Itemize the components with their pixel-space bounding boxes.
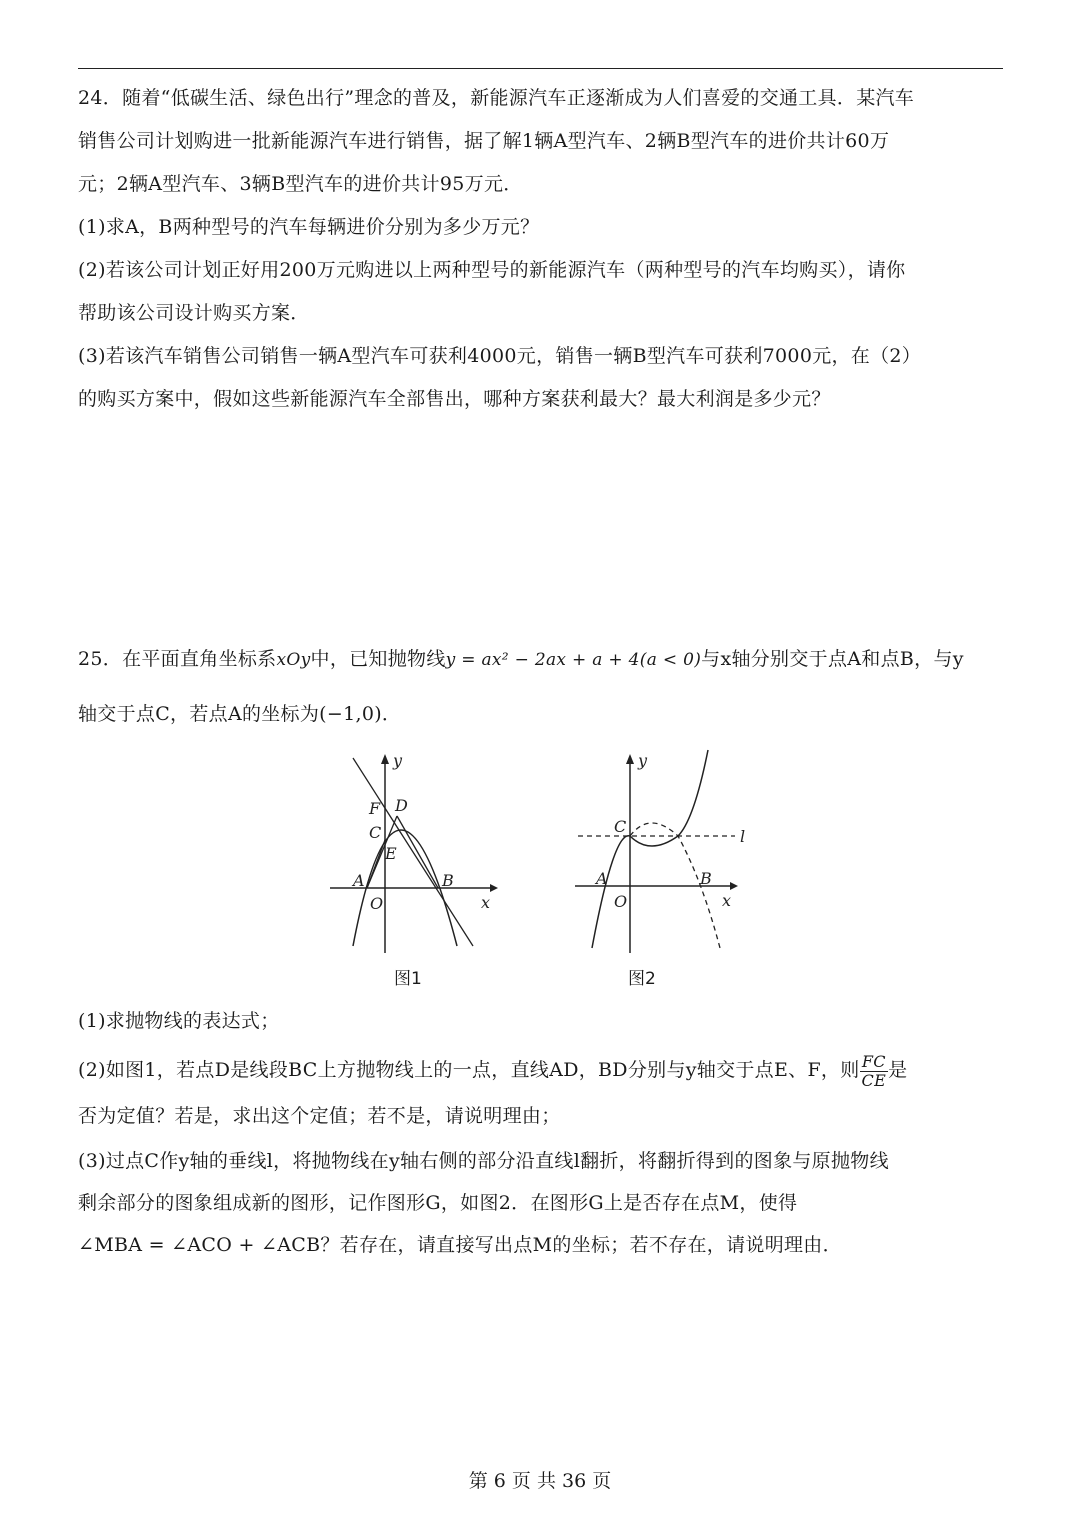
- fig1-label-B: B: [442, 871, 454, 890]
- fig1-label-y: y: [393, 751, 403, 770]
- fig1-label-x: x: [481, 893, 491, 912]
- fig2-label-x: x: [722, 891, 732, 910]
- q24-part3-line1: (3)若该汽车销售公司销售一辆A型汽车可获利4000元，销售一辆B型汽车可获利7000元，在（2）: [78, 345, 922, 367]
- fig1-label-O: O: [370, 894, 384, 913]
- fig1-line-FB: [353, 758, 473, 946]
- q25-intro-line1: [78, 646, 964, 673]
- fig2-label-l: l: [740, 827, 746, 846]
- fig2-x-arrow: [730, 882, 738, 890]
- frac-numerator: FC: [860, 1053, 889, 1072]
- figure1-caption: 图1: [394, 969, 422, 989]
- frac-denominator: CE: [861, 1070, 887, 1090]
- fig1-label-F: F: [369, 799, 381, 818]
- q24-line2: 销售公司计划购进一批新能源汽车进行销售，据了解1辆A型汽车、2辆B型汽车的进价共计60万: [78, 130, 890, 152]
- fig1-label-A: A: [353, 871, 365, 890]
- q25-part2-line2: 否为定值？若是，求出这个定值；若不是，请说明理由；: [78, 1105, 561, 1127]
- fig1-x-arrow: [490, 884, 498, 892]
- fig1-line-AC: [367, 840, 385, 888]
- q24-part2-line1: (2)若该公司计划正好用200万元购进以上两种型号的新能源汽车（两种型号的汽车均购买），请你: [78, 259, 906, 281]
- q24-part2-line2: 帮助该公司设计购买方案．: [78, 302, 310, 324]
- fig1-label-E: E: [385, 844, 397, 863]
- q24-part1: (1)求A，B两种型号的汽车每辆进价分别为多少万元？: [78, 216, 540, 238]
- fig1-label-D: D: [395, 796, 408, 815]
- q24-line3: 元；2辆A型汽车、3辆B型汽车的进价共计95万元．: [78, 173, 523, 195]
- q25-part1: (1)求抛物线的表达式；: [78, 1010, 280, 1032]
- fig1-label-C: C: [369, 823, 382, 842]
- q24-line1: 24．随着“低碳生活、绿色出行”理念的普及，新能源汽车正逐渐成为人们喜爱的交通工具．某汽车: [78, 87, 915, 109]
- fig2-label-O: O: [614, 892, 628, 911]
- q25-part3-line1: (3)过点C作y轴的垂线l，将抛物线在y轴右侧的部分沿直线l翻折，将翻折得到的图象与原抛物线: [78, 1150, 889, 1172]
- q25-intro-b: 中，已知抛物线: [310, 648, 446, 670]
- fig1-line-BD: [397, 816, 438, 888]
- fig2-label-C: C: [614, 817, 627, 836]
- q25-xoy: xOy: [276, 650, 311, 670]
- q25-intro-c: 与x轴分别交于点A和点B，与y: [701, 648, 964, 670]
- figure1: [325, 748, 505, 960]
- q25-intro-line2: 轴交于点C，若点A的坐标为(−1,0)．: [78, 703, 402, 725]
- q25-formula: y = ax² − 2ax + a + 4(a < 0): [445, 650, 702, 670]
- fig2-label-B: B: [700, 869, 712, 888]
- page-footer: 第 6 页 共 36 页: [468, 1470, 612, 1492]
- fraction-FC-over-CE: [860, 1053, 889, 1090]
- fig2-label-y: y: [638, 751, 648, 770]
- top-rule: [78, 68, 1003, 69]
- q25-part2-a: (2)如图1，若点D是线段BC上方抛物线上的一点，直线AD，BD分别与y轴交于点E、F，则: [78, 1059, 860, 1081]
- q25-part2-b: 是: [888, 1059, 908, 1081]
- fig2-label-A: A: [596, 869, 608, 888]
- q25-intro-a: 25．在平面直角坐标系: [78, 648, 277, 670]
- fig1-y-arrow: [381, 754, 389, 764]
- q25-part3-line2: 剩余部分的图象组成新的图形，记作图形G，如图2．在图形G上是否存在点M，使得: [78, 1192, 798, 1214]
- q24-part3-line2: 的购买方案中，假如这些新能源汽车全部售出，哪种方案获利最大？最大利润是多少元？: [78, 388, 831, 410]
- q25-part3-line3: ∠MBA = ∠ACO + ∠ACB？若存在，请直接写出点M的坐标；若不存在，请说明理由．: [78, 1234, 842, 1256]
- fig2-y-arrow: [626, 754, 634, 764]
- q25-part2-line1: [78, 1052, 907, 1090]
- figure2: [570, 748, 755, 960]
- figure2-caption: 图2: [628, 969, 656, 989]
